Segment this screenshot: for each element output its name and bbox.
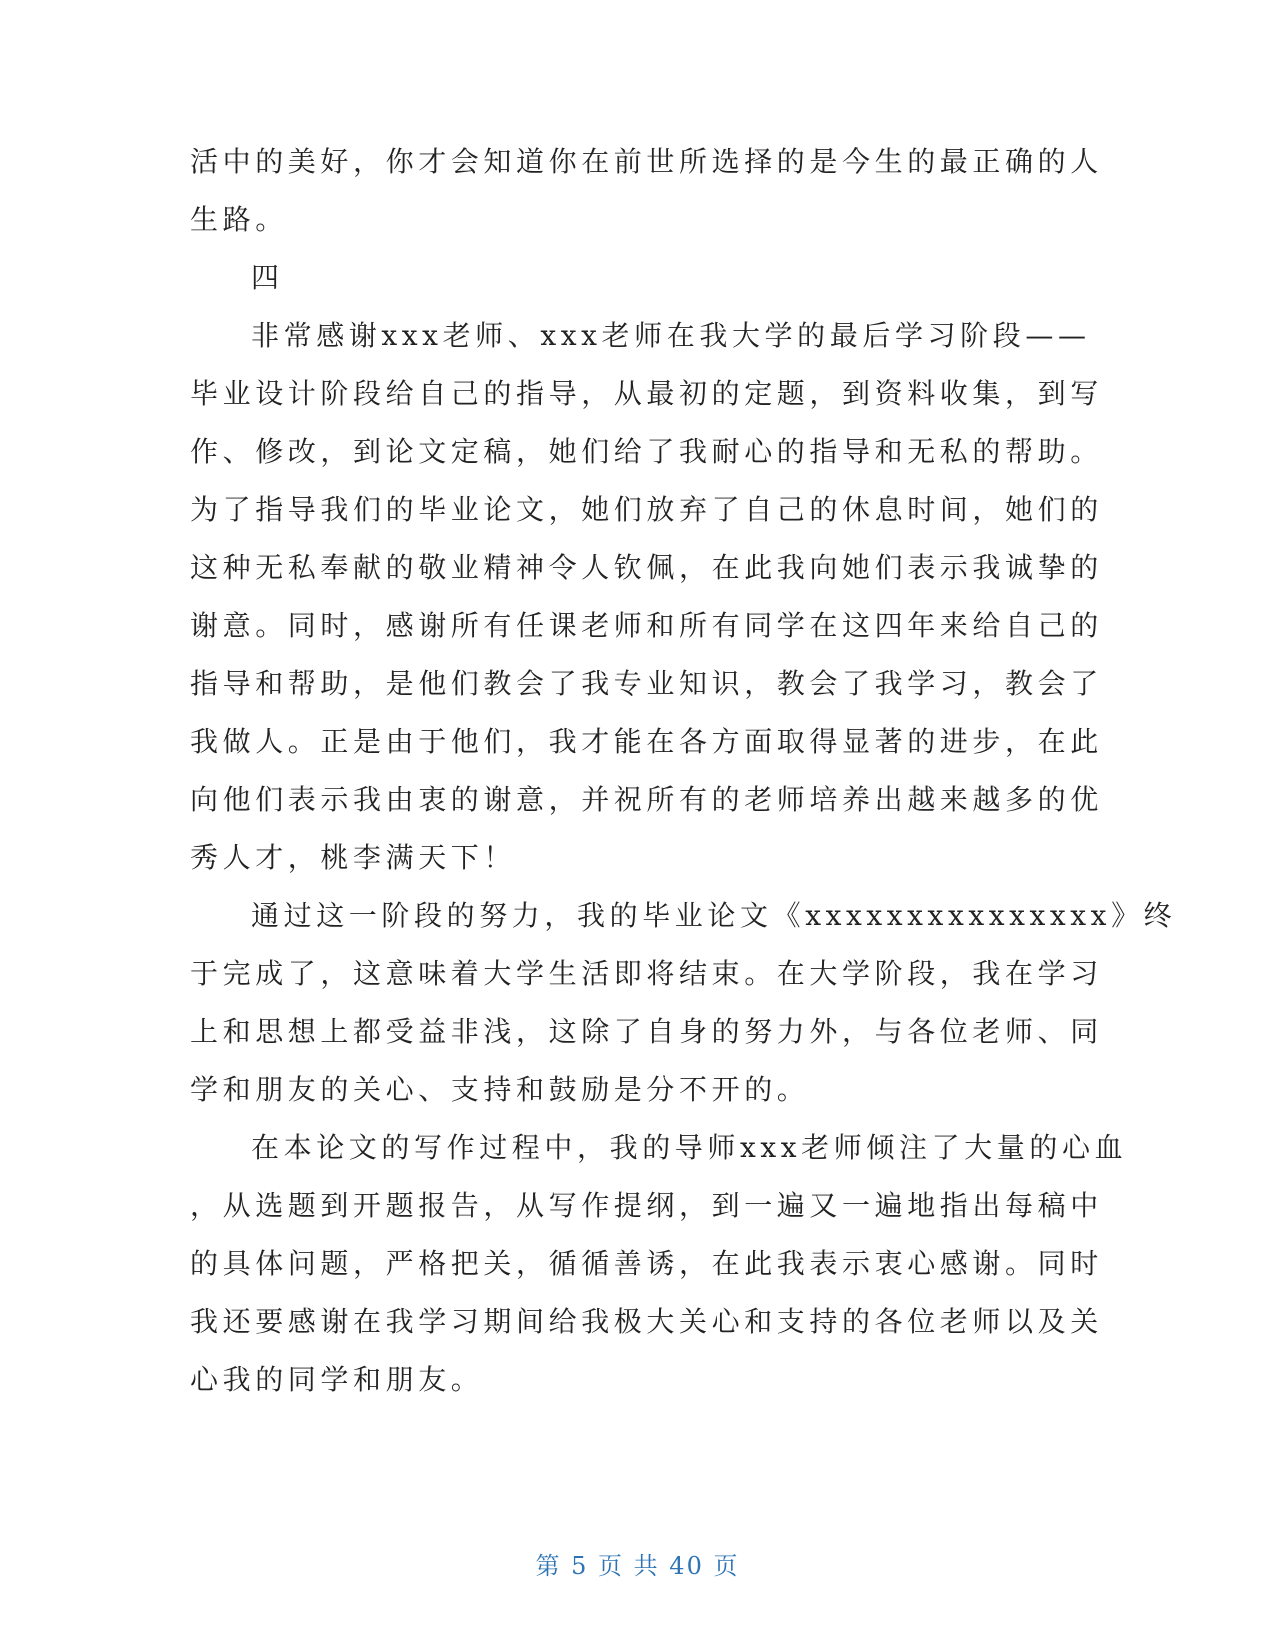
body-line: 秀人才，桃李满天下！ [190,841,517,874]
body-line: 于完成了，这意味着大学生活即将结束。在大学阶段，我在学习 [190,957,1103,990]
body-line: 上和思想上都受益非浅，这除了自身的努力外，与各位老师、同 [190,1015,1103,1048]
body-line: 为了指导我们的毕业论文，她们放弃了自己的休息时间，她们的 [190,493,1103,526]
body-line: 作、修改，到论文定稿，她们给了我耐心的指导和无私的帮助。 [190,435,1103,468]
body-line: 这种无私奉献的敬业精神令人钦佩，在此我向她们表示我诚挚的 [190,551,1103,584]
page-number-footer: 第 5 页 共 40 页 [535,1552,740,1580]
body-line: 学和朋友的关心、支持和鼓励是分不开的。 [190,1073,810,1106]
body-line: 毕业设计阶段给自己的指导，从最初的定题，到资料收集，到写 [190,377,1103,410]
body-line: 谢意。同时，感谢所有任课老师和所有同学在这四年来给自己的 [190,609,1103,642]
body-line: 的具体问题，严格把关，循循善诱，在此我表示衷心感谢。同时 [190,1247,1103,1280]
body-line: 通过这一阶段的努力，我的毕业论文《xxxxxxxxxxxxxxx》终 [251,899,1177,932]
body-line: 非常感谢xxx老师、xxx老师在我大学的最后学习阶段—— [251,319,1091,352]
body-line: ，从选题到开题报告，从写作提纲，到一遍又一遍地指出每稿中 [190,1189,1103,1222]
body-line: 向他们表示我由衷的谢意，并祝所有的老师培养出越来越多的优 [190,783,1103,816]
body-line: 生路。 [190,203,288,236]
body-line: 在本论文的写作过程中，我的导师xxx老师倾注了大量的心血 [251,1131,1128,1164]
section-heading: 四 [251,261,284,294]
body-line: 我做人。正是由于他们，我才能在各方面取得显著的进步，在此 [190,725,1103,758]
body-line: 指导和帮助，是他们教会了我专业知识，教会了我学习，教会了 [190,667,1103,700]
body-line: 心我的同学和朋友。 [190,1363,484,1396]
body-line: 我还要感谢在我学习期间给我极大关心和支持的各位老师以及关 [190,1305,1103,1338]
body-line: 活中的美好，你才会知道你在前世所选择的是今生的最正确的人 [190,145,1103,178]
